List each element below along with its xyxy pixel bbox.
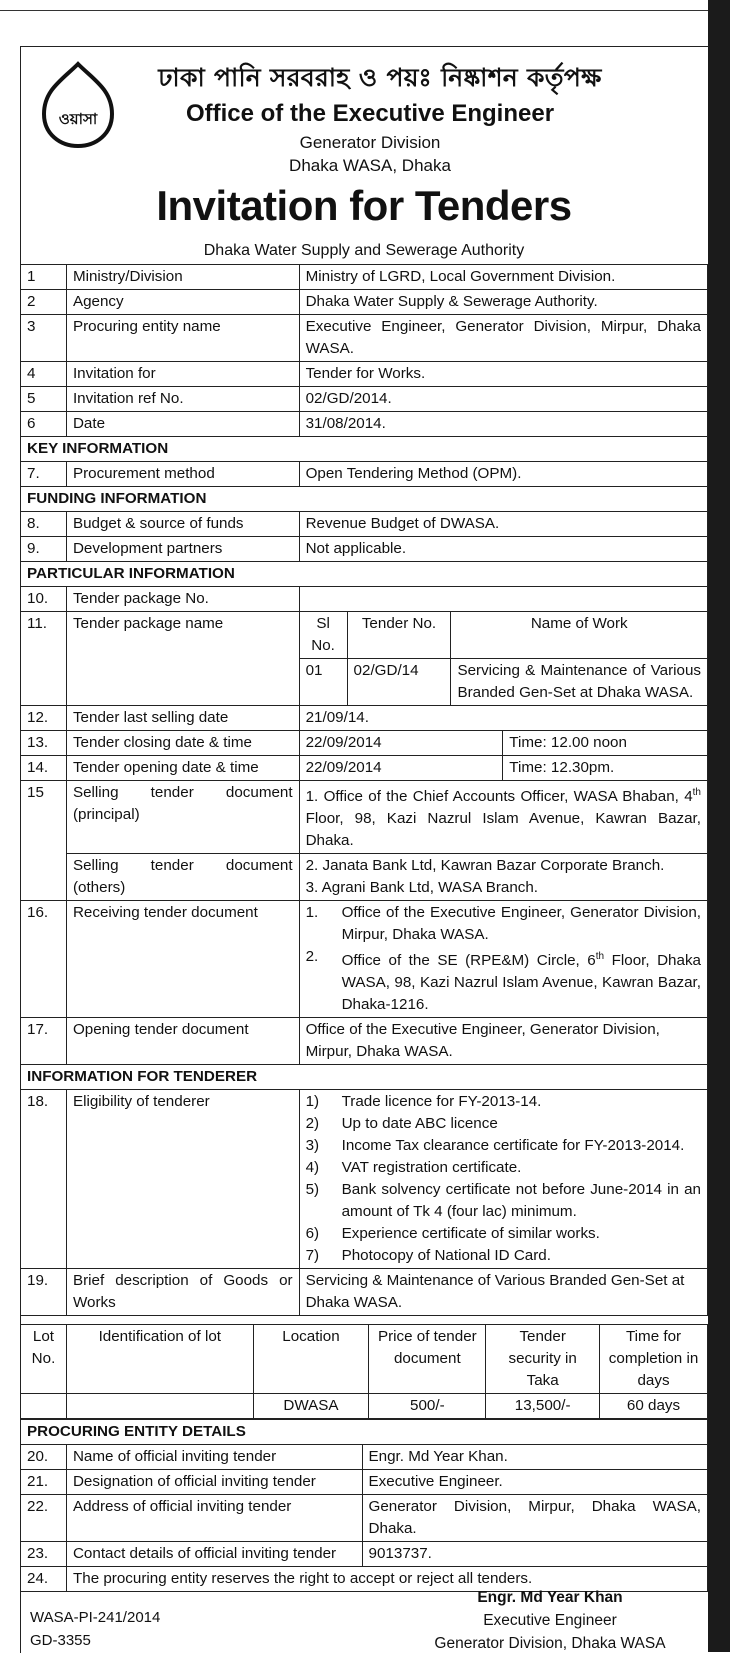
list-number: 2) <box>305 1115 320 1133</box>
row-value <box>299 901 707 1018</box>
row-value: Not applicable. <box>299 537 707 562</box>
row-label: Ministry/Division <box>66 265 299 290</box>
row-number: 12. <box>21 706 67 731</box>
top-rule <box>0 10 712 11</box>
row-label: Selling tender document (others) <box>66 854 299 901</box>
name-of-work-cell: Servicing & Maintenance of Various Branded Gen-Set at Dhaka WASA. <box>451 659 708 706</box>
row-number: 21. <box>21 1470 67 1495</box>
list-item <box>306 1179 701 1223</box>
row-label: Invitation ref No. <box>66 387 299 412</box>
list-text: Experience certificate of similar works. <box>341 1225 600 1243</box>
page-title: Invitation for Tenders <box>156 182 572 229</box>
name-of-work-header: Name of Work <box>451 612 708 659</box>
row-value: Ministry of LGRD, Local Government Division. <box>299 265 707 290</box>
list-item <box>306 1135 701 1157</box>
list-text: Up to date ABC licence <box>341 1115 498 1133</box>
list-item <box>306 1113 701 1135</box>
row-label: Tender package name <box>66 612 299 706</box>
table-row <box>21 1445 708 1470</box>
row-number: 8. <box>21 512 67 537</box>
row-number: 5 <box>21 387 67 412</box>
row-label: Tender package No. <box>66 587 299 612</box>
row-label: Eligibility of tenderer <box>66 1090 299 1269</box>
row-value: Tender for Works. <box>299 362 707 387</box>
list-item <box>306 946 701 1016</box>
row-label: Designation of official inviting tender <box>66 1470 362 1495</box>
row-label: Receiving tender document <box>66 901 299 1018</box>
office-heading: Office of the Executive Engineer <box>185 100 555 127</box>
row-value <box>299 854 707 901</box>
principal-location-b: Floor, 98, Kazi Nazrul Islam Avenue, Kawran Bazar, Dhaka. <box>305 810 701 850</box>
row-label: Brief description of Goods or Works <box>66 1269 299 1316</box>
table-row <box>21 731 708 756</box>
list-number: 3) <box>305 1137 320 1155</box>
security-cell: 13,500/- <box>486 1394 600 1419</box>
table-row <box>21 387 708 412</box>
signature-block <box>400 1586 700 1655</box>
list-number: 5) <box>305 1181 320 1199</box>
row-label: Procuring entity name <box>66 315 299 362</box>
table-row <box>21 781 708 854</box>
row-value: 9013737. <box>362 1542 707 1567</box>
table-row <box>21 1018 708 1065</box>
signer-division: Generator Division, Dhaka WASA <box>434 1635 666 1652</box>
tender-table <box>20 264 708 1316</box>
row-label: Procurement method <box>66 462 299 487</box>
row-number: 10. <box>21 587 67 612</box>
row-number: 20. <box>21 1445 67 1470</box>
row-number: 17. <box>21 1018 67 1065</box>
reference-number: WASA-PI-241/2014 <box>30 1609 161 1626</box>
row-number: 15 <box>21 781 67 901</box>
list-text: Trade licence for FY-2013-14. <box>341 1093 542 1111</box>
lot-header-row <box>21 1325 708 1394</box>
row-label: Date <box>66 412 299 437</box>
principal-location-sup: th <box>692 787 701 798</box>
row-number: 22. <box>21 1495 67 1542</box>
list-item <box>306 902 701 946</box>
list-text: Bank solvency certificate not before June-2014 in an amount of Tk 4 (four lac) minimum. <box>341 1181 701 1221</box>
list-number: 4) <box>305 1159 320 1177</box>
row-value: Revenue Budget of DWASA. <box>299 512 707 537</box>
row-number: 9. <box>21 537 67 562</box>
row-label: Contact details of official inviting tender <box>66 1542 362 1567</box>
row-value: Open Tendering Method (OPM). <box>299 462 707 487</box>
row-number: 23. <box>21 1542 67 1567</box>
row-number: 13. <box>21 731 67 756</box>
location-header: Location <box>253 1325 369 1394</box>
table-row <box>21 612 708 659</box>
row-number: 24. <box>21 1567 67 1592</box>
completion-time-header: Time for completion in days <box>600 1325 708 1394</box>
row-number: 14. <box>21 756 67 781</box>
logo-text: ওয়াসা <box>58 110 98 128</box>
row-number: 19. <box>21 1269 67 1316</box>
division-heading: Generator Division <box>299 133 441 152</box>
row-number: 11. <box>21 612 67 706</box>
table-row <box>21 706 708 731</box>
row-value: 31/08/2014. <box>299 412 707 437</box>
row-label: Budget & source of funds <box>66 512 299 537</box>
table-row <box>21 362 708 387</box>
opening-date: 22/09/2014 <box>299 756 503 781</box>
list-text-b: Floor, Dhaka WASA, 98, Kazi Nazrul Islam Avenue, Kawran Bazar, Dhaka-1216. <box>341 952 701 1014</box>
wasa-logo-icon <box>22 60 134 150</box>
identification-header: Identification of lot <box>66 1325 253 1394</box>
row-value <box>299 781 707 854</box>
list-item <box>306 1091 701 1113</box>
row-value: Engr. Md Year Khan. <box>362 1445 707 1470</box>
table-row <box>21 315 708 362</box>
price-cell: 500/- <box>369 1394 486 1419</box>
list-text: Office of the Executive Engineer, Generator Division, Mirpur, Dhaka WASA. <box>341 904 701 944</box>
row-value: Executive Engineer, Generator Division, Mirpur, Dhaka WASA. <box>299 315 707 362</box>
row-label: Opening tender document <box>66 1018 299 1065</box>
row-number: 3 <box>21 315 67 362</box>
table-row <box>21 1269 708 1316</box>
price-header: Price of tender document <box>369 1325 486 1394</box>
list-item <box>306 1223 701 1245</box>
row-label: Name of official inviting tender <box>66 1445 362 1470</box>
row-label: Agency <box>66 290 299 315</box>
row-number: 2 <box>21 290 67 315</box>
reference-block <box>30 1606 160 1652</box>
list-item <box>306 1157 701 1179</box>
list-text <box>342 946 701 1016</box>
list-number: 2. <box>305 948 319 966</box>
section-header-row <box>21 562 708 587</box>
table-row <box>21 412 708 437</box>
row-value <box>299 587 707 612</box>
lot-row <box>21 1394 708 1419</box>
row-label: Selling tender document (principal) <box>66 781 299 854</box>
page-edge-bar <box>708 0 730 1652</box>
location-cell: DWASA <box>253 1394 369 1419</box>
list-text-sup: th <box>595 951 605 963</box>
table-row <box>21 1542 708 1567</box>
others-location-1: 2. Janata Bank Ltd, Kawran Bazar Corporate Branch. <box>305 857 665 875</box>
list-text: Income Tax clearance certificate for FY-2013-2014. <box>341 1137 685 1155</box>
row-value: Servicing & Maintenance of Various Branded Gen-Set at Dhaka WASA. <box>299 1269 707 1316</box>
row-value: Executive Engineer. <box>362 1470 707 1495</box>
row-label: Tender last selling date <box>66 706 299 731</box>
eligibility-list <box>306 1091 701 1267</box>
table-row <box>21 901 708 1018</box>
completion-time-cell: 60 days <box>600 1394 708 1419</box>
receiving-list <box>306 902 701 1016</box>
row-label: Tender opening date & time <box>66 756 299 781</box>
section-heading: FUNDING INFORMATION <box>21 487 708 512</box>
list-number: 6) <box>305 1225 320 1243</box>
row-number: 16. <box>21 901 67 1018</box>
row-value: Generator Division, Mirpur, Dhaka WASA, Dhaka. <box>362 1495 707 1542</box>
row-value: 21/09/14. <box>299 706 707 731</box>
row-label: Tender closing date & time <box>66 731 299 756</box>
section-header-row <box>21 1065 708 1090</box>
tender-no-header: Tender No. <box>347 612 451 659</box>
table-row <box>21 265 708 290</box>
list-text-a: Office of the SE (RPE&M) Circle, 6 <box>341 952 596 970</box>
section-heading: PROCURING ENTITY DETAILS <box>21 1420 708 1445</box>
principal-location-a: 1. Office of the Chief Accounts Officer, WASA Bhaban, 4 <box>305 788 693 806</box>
authority-bangla-name: ঢাকা পানি সরবরাহ ও পয়ঃ নিষ্কাশন কর্তৃপক্ষ <box>158 63 602 92</box>
section-heading: INFORMATION FOR TENDERER <box>21 1065 708 1090</box>
row-number: 4 <box>21 362 67 387</box>
reference-code: GD-3355 <box>30 1632 91 1649</box>
row-label: Address of official inviting tender <box>66 1495 362 1542</box>
closing-time: Time: 12.00 noon <box>503 731 708 756</box>
sl-no-header: Sl No. <box>299 612 347 659</box>
authority-subtitle: Dhaka Water Supply and Sewerage Authority <box>203 242 525 259</box>
row-value <box>299 1090 707 1269</box>
lot-no-header: Lot No. <box>21 1325 67 1394</box>
list-number: 1. <box>305 904 319 922</box>
row-number: 1 <box>21 265 67 290</box>
row-number: 6 <box>21 412 67 437</box>
security-header: Tender security in Taka <box>486 1325 600 1394</box>
table-row <box>21 1495 708 1542</box>
row-label: Invitation for <box>66 362 299 387</box>
city-heading: Dhaka WASA, Dhaka <box>289 156 451 175</box>
list-text: Photocopy of National ID Card. <box>341 1247 551 1265</box>
table-row <box>21 756 708 781</box>
row-number: 7. <box>21 462 67 487</box>
tender-no-cell: 02/GD/14 <box>347 659 451 706</box>
list-text: VAT registration certificate. <box>341 1159 522 1177</box>
section-header-row <box>21 437 708 462</box>
lot-no-cell <box>21 1394 67 1419</box>
row-number: 18. <box>21 1090 67 1269</box>
identification-cell <box>66 1394 253 1419</box>
row-value: Dhaka Water Supply & Sewerage Authority. <box>299 290 707 315</box>
opening-time: Time: 12.30pm. <box>503 756 708 781</box>
procuring-table <box>20 1419 708 1592</box>
table-row <box>21 1470 708 1495</box>
row-label: The procuring entity reserves the right to accept or reject all tenders. <box>66 1567 707 1592</box>
section-heading: PARTICULAR INFORMATION <box>21 562 708 587</box>
table-row <box>21 462 708 487</box>
row-value: 02/GD/2014. <box>299 387 707 412</box>
table-row <box>21 854 708 901</box>
section-header-row <box>21 487 708 512</box>
sl-no-cell: 01 <box>299 659 347 706</box>
table-row <box>21 537 708 562</box>
signer-name: Engr. Md Year Khan <box>477 1589 623 1606</box>
section-heading: KEY INFORMATION <box>21 437 708 462</box>
lot-table <box>20 1324 708 1419</box>
row-value: Office of the Executive Engineer, Generator Division, Mirpur, Dhaka WASA. <box>299 1018 707 1065</box>
table-row <box>21 512 708 537</box>
row-label: Development partners <box>66 537 299 562</box>
closing-date: 22/09/2014 <box>299 731 503 756</box>
list-number: 1) <box>305 1093 320 1111</box>
section-header-row <box>21 1420 708 1445</box>
signer-designation: Executive Engineer <box>483 1612 617 1629</box>
list-number: 7) <box>305 1247 320 1265</box>
list-item <box>306 1245 701 1267</box>
table-row <box>21 1090 708 1269</box>
table-row <box>21 290 708 315</box>
table-row <box>21 587 708 612</box>
others-location-2: 3. Agrani Bank Ltd, WASA Branch. <box>305 879 539 897</box>
